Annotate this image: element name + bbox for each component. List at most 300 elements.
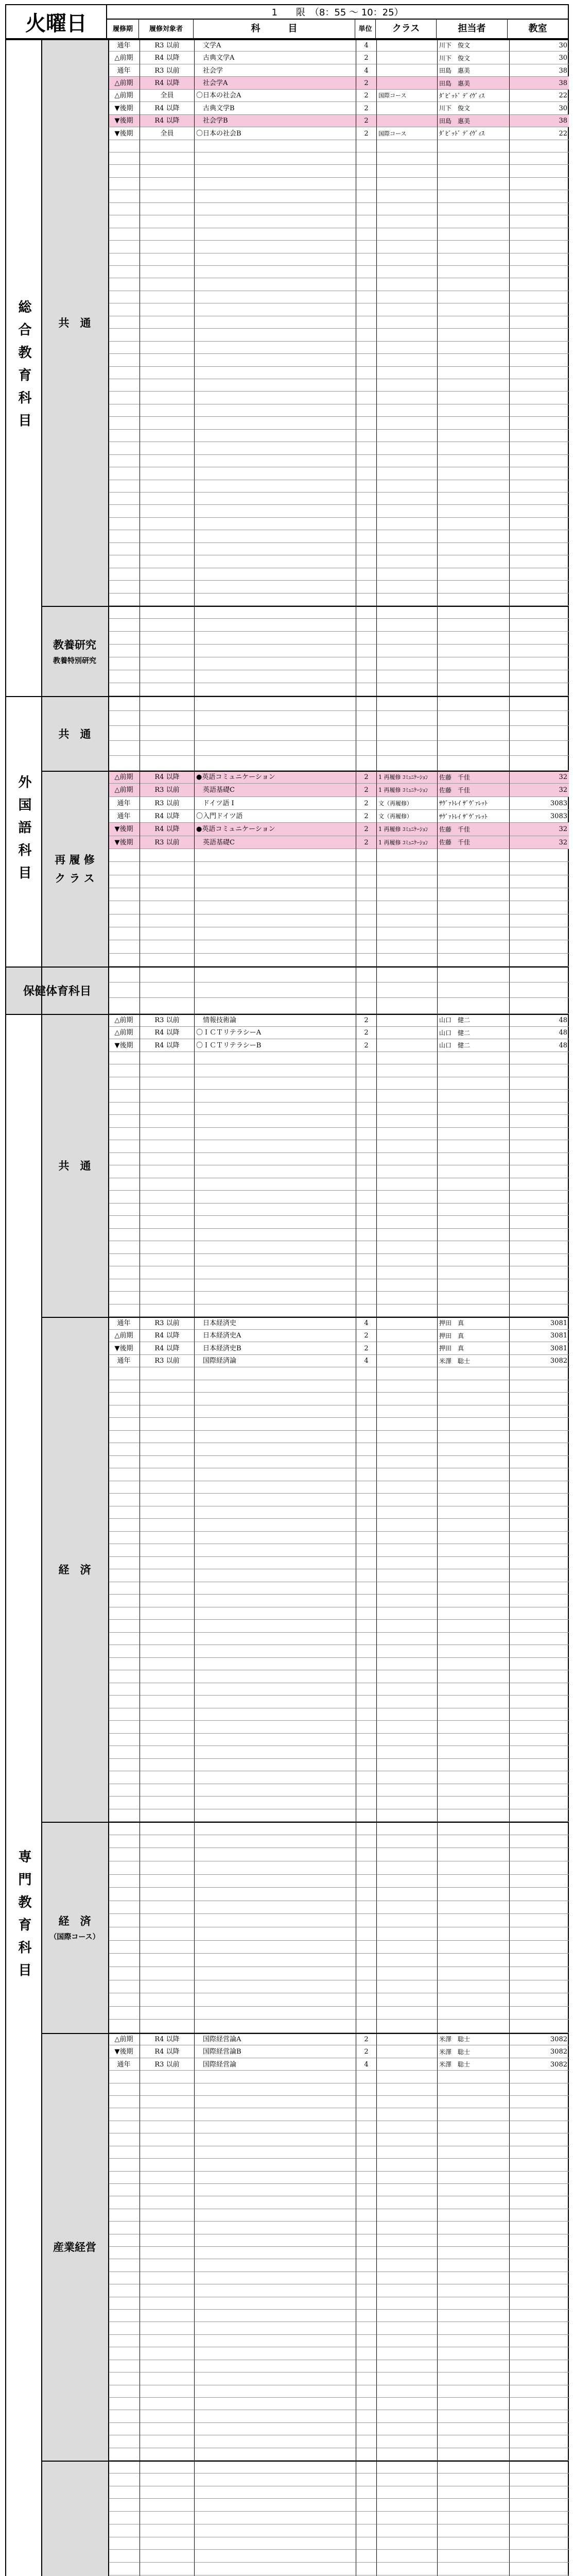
table-row — [108, 2007, 569, 2020]
target-cell — [140, 278, 195, 291]
subject-cell — [195, 417, 356, 429]
target-cell — [140, 2360, 195, 2372]
teacher-cell — [438, 606, 510, 619]
term-cell — [108, 1178, 140, 1191]
subject-cell — [195, 1115, 356, 1128]
credit-cell: 2 — [356, 1027, 377, 1040]
credit-cell — [356, 215, 377, 228]
credit-cell — [356, 1456, 377, 1469]
target-cell — [140, 581, 195, 593]
table-row — [108, 2071, 569, 2083]
term-cell — [108, 888, 140, 901]
credit-cell — [356, 1967, 377, 1980]
room-cell: 30 — [559, 104, 567, 112]
room-cell — [510, 1481, 569, 1494]
credit-cell — [356, 914, 377, 927]
target-cell — [140, 1292, 195, 1304]
room-cell — [510, 888, 569, 901]
class-cell — [377, 683, 438, 696]
teacher-cell — [438, 1980, 510, 1994]
room-cell — [510, 2247, 569, 2259]
term-cell — [108, 2360, 140, 2372]
subject-cell — [195, 1658, 356, 1671]
table-row — [108, 2133, 569, 2146]
target-cell — [140, 1204, 195, 1216]
credit-cell — [356, 670, 377, 683]
term-cell — [108, 1191, 140, 1204]
subject-cell — [195, 2435, 356, 2448]
target-cell — [140, 1279, 195, 1292]
credit-cell — [356, 1848, 377, 1861]
table-row — [108, 2461, 569, 2473]
teacher-cell: 米澤 聡士 — [438, 1355, 510, 1368]
room-cell — [510, 543, 569, 555]
table-row — [108, 1771, 569, 1784]
credit-cell: 2 — [356, 77, 377, 89]
teacher-cell — [438, 862, 510, 875]
class-cell — [377, 2133, 438, 2146]
term-cell — [108, 2499, 140, 2512]
target-cell — [140, 2398, 195, 2410]
subject-cell — [195, 696, 356, 711]
credit-cell — [356, 982, 377, 998]
credit-cell — [356, 2486, 377, 2499]
target-cell — [140, 2121, 195, 2133]
credit-cell — [356, 2372, 377, 2385]
term-cell: 通年 — [108, 810, 140, 823]
subject-cell — [195, 1468, 356, 1481]
table-row — [108, 555, 569, 568]
term-cell — [108, 442, 140, 454]
table-row — [108, 178, 569, 190]
teacher-cell — [438, 632, 510, 645]
credit-cell — [356, 2121, 377, 2133]
table-row — [108, 1254, 569, 1267]
subject-cell — [195, 455, 356, 467]
room-cell — [510, 2486, 569, 2499]
teacher-cell — [438, 404, 510, 417]
teacher-cell — [438, 203, 510, 215]
subcategory-sublabel: （国際コース） — [49, 1933, 100, 1941]
room-cell — [510, 862, 569, 875]
teacher-cell — [438, 165, 510, 177]
target-cell — [140, 998, 195, 1014]
room-cell — [510, 354, 569, 366]
term-cell — [108, 954, 140, 967]
target-cell — [140, 430, 195, 442]
room-cell — [510, 1229, 569, 1242]
teacher-cell — [438, 2222, 510, 2234]
term-cell — [108, 1993, 140, 2007]
category-senmon: 専門教育科目 — [16, 1850, 31, 1986]
teacher-cell — [438, 2398, 510, 2410]
table-row — [108, 836, 569, 849]
class-cell — [377, 1620, 438, 1633]
subject-cell — [195, 1229, 356, 1242]
subject-cell — [195, 1216, 356, 1229]
room-cell — [510, 1708, 569, 1721]
class-cell: 1 再履修 ｺﾐｭﾆｹｰｼｮﾝ — [377, 771, 438, 784]
teacher-cell — [438, 875, 510, 888]
room-cell — [510, 228, 569, 241]
room-cell — [510, 1532, 569, 1545]
target-cell — [140, 455, 195, 467]
class-cell — [377, 77, 438, 89]
class-cell — [377, 404, 438, 417]
subject-cell — [195, 954, 356, 967]
table-row — [108, 2360, 569, 2372]
subject-cell — [195, 291, 356, 303]
table-row — [108, 392, 569, 404]
teacher-cell — [438, 2486, 510, 2499]
class-cell — [377, 632, 438, 645]
subject-cell — [195, 1204, 356, 1216]
target-cell — [140, 1115, 195, 1128]
class-cell — [377, 1178, 438, 1191]
class-cell — [377, 2209, 438, 2222]
class-cell: 国際コース — [377, 90, 438, 102]
room-cell — [510, 1875, 569, 1888]
subject-cell — [195, 1980, 356, 1994]
class-cell — [377, 1848, 438, 1861]
target-cell — [140, 1784, 195, 1797]
term-cell — [108, 1204, 140, 1216]
class-cell — [377, 1456, 438, 1469]
subject-cell — [195, 2096, 356, 2108]
target-cell — [140, 2372, 195, 2385]
class-cell — [377, 581, 438, 593]
subject-cell: 〇日本の社会A — [195, 90, 356, 102]
class-cell — [377, 2398, 438, 2410]
subject-cell — [195, 998, 356, 1014]
target-cell — [140, 2133, 195, 2146]
teacher-cell — [438, 1861, 510, 1875]
credit-cell — [356, 342, 377, 354]
teacher-cell — [438, 568, 510, 581]
teacher-cell — [438, 329, 510, 341]
table-row — [108, 2473, 569, 2486]
subject-cell — [195, 140, 356, 152]
term-cell: △前期 — [108, 1014, 140, 1027]
class-cell — [377, 606, 438, 619]
header-subject: 科 目 — [194, 20, 355, 38]
subcategory-kinyu — [41, 2461, 108, 2576]
day-title: 火曜日 — [5, 4, 107, 39]
term-cell — [108, 455, 140, 467]
class-cell — [377, 2045, 438, 2058]
target-cell — [140, 1266, 195, 1279]
term-cell — [108, 1746, 140, 1759]
table-row — [108, 1734, 569, 1747]
credit-cell — [356, 2461, 377, 2473]
credit-cell — [356, 1670, 377, 1683]
header-teacher: 担当者 — [437, 20, 508, 38]
term-cell — [108, 417, 140, 429]
term-cell — [108, 632, 140, 645]
target-cell — [140, 1254, 195, 1267]
class-cell — [377, 2058, 438, 2071]
subject-cell: 国際経営論A — [195, 2033, 356, 2045]
target-cell — [140, 1153, 195, 1166]
room-cell — [510, 241, 569, 253]
room-cell — [510, 1468, 569, 1481]
teacher-cell — [438, 1569, 510, 1582]
credit-cell — [356, 1266, 377, 1279]
target-cell — [140, 914, 195, 927]
term-cell — [108, 1266, 140, 1279]
table-row — [108, 1888, 569, 1901]
room-cell — [510, 1633, 569, 1646]
subject-cell — [195, 2372, 356, 2385]
target-cell — [140, 1954, 195, 1967]
term-cell: 通年 — [108, 64, 140, 77]
class-cell — [377, 291, 438, 303]
term-cell — [108, 1954, 140, 1967]
subject-cell: 国際経営論B — [195, 2045, 356, 2058]
subcategory-label: 経 済 — [58, 1564, 91, 1576]
room-cell — [510, 2020, 569, 2033]
target-cell: 全員 — [140, 127, 195, 140]
subject-cell — [195, 2347, 356, 2360]
target-cell — [140, 543, 195, 555]
class-cell — [377, 1405, 438, 1418]
teacher-cell: 押田 真 — [438, 1317, 510, 1330]
credit-cell — [356, 1888, 377, 1901]
credit-cell — [356, 2272, 377, 2284]
term-cell — [108, 253, 140, 266]
credit-cell: 2 — [356, 1342, 377, 1355]
credit-cell — [356, 1506, 377, 1519]
target-cell — [140, 165, 195, 177]
term-cell — [108, 1809, 140, 1822]
credit-cell — [356, 998, 377, 1014]
target-cell — [140, 726, 195, 741]
table-row — [108, 1901, 569, 1914]
table-row — [108, 2423, 569, 2435]
teacher-cell: 田島 惠美 — [438, 77, 510, 89]
credit-cell — [356, 1696, 377, 1708]
room-cell — [510, 1494, 569, 1506]
table-row — [108, 2335, 569, 2347]
credit-cell — [356, 594, 377, 606]
table-row — [108, 1980, 569, 1994]
term-cell — [108, 1696, 140, 1708]
class-cell — [377, 2423, 438, 2435]
target-cell — [140, 1140, 195, 1153]
class-cell — [377, 2372, 438, 2385]
table-row — [108, 1809, 569, 1822]
subject-cell — [195, 1746, 356, 1759]
target-cell — [140, 619, 195, 632]
term-cell — [108, 1405, 140, 1418]
target-cell — [140, 2473, 195, 2486]
class-cell — [377, 367, 438, 379]
teacher-cell — [438, 927, 510, 940]
teacher-cell — [438, 1914, 510, 1927]
target-cell — [140, 2196, 195, 2209]
table-row — [108, 1607, 569, 1620]
credit-cell — [356, 1140, 377, 1153]
teacher-cell: 米澤 聡士 — [438, 2058, 510, 2071]
room-cell — [510, 1140, 569, 1153]
target-cell — [140, 1875, 195, 1888]
table-row — [108, 417, 569, 429]
subject-cell — [195, 849, 356, 862]
target-cell — [140, 203, 195, 215]
class-cell — [377, 2146, 438, 2159]
room-cell — [510, 1090, 569, 1103]
target-cell — [140, 1607, 195, 1620]
class-cell — [377, 2007, 438, 2020]
table-row — [108, 1456, 569, 1469]
target-cell: R4 以降 — [140, 1342, 195, 1355]
subject-cell: 日本経済史A — [195, 1330, 356, 1343]
class-cell — [377, 266, 438, 278]
teacher-cell: 田島 惠美 — [438, 115, 510, 127]
credit-cell — [356, 645, 377, 657]
room-cell — [510, 2159, 569, 2171]
table-row — [108, 2347, 569, 2360]
teacher-cell — [438, 954, 510, 967]
credit-cell — [356, 2222, 377, 2234]
table-row — [108, 1204, 569, 1216]
subject-cell — [195, 967, 356, 982]
table-row — [108, 1848, 569, 1861]
subject-cell — [195, 1888, 356, 1901]
target-cell: R4 以降 — [140, 810, 195, 823]
room-cell — [510, 342, 569, 354]
room-cell — [510, 849, 569, 862]
class-cell — [377, 215, 438, 228]
subject-cell — [195, 657, 356, 670]
teacher-cell — [438, 1266, 510, 1279]
credit-cell — [356, 404, 377, 417]
room-cell — [510, 1456, 569, 1469]
room-cell — [510, 1927, 569, 1941]
room-cell — [510, 1993, 569, 2007]
teacher-cell — [438, 1405, 510, 1418]
subject-cell — [195, 711, 356, 726]
table-row — [108, 1115, 569, 1128]
teacher-cell — [438, 1797, 510, 1809]
credit-cell: 2 — [356, 810, 377, 823]
target-cell — [140, 2259, 195, 2272]
term-cell — [108, 543, 140, 555]
subject-cell — [195, 2184, 356, 2196]
subject-cell — [195, 2133, 356, 2146]
target-cell — [140, 741, 195, 756]
target-cell — [140, 2385, 195, 2398]
credit-cell — [356, 619, 377, 632]
teacher-cell — [438, 467, 510, 480]
target-cell — [140, 670, 195, 683]
credit-cell — [356, 2133, 377, 2146]
target-cell — [140, 940, 195, 953]
credit-cell — [356, 1941, 377, 1954]
term-cell — [108, 1901, 140, 1914]
subject-cell — [195, 2272, 356, 2284]
table-row — [108, 1317, 569, 1330]
term-cell — [108, 392, 140, 404]
teacher-cell — [438, 1759, 510, 1772]
target-cell — [140, 1835, 195, 1849]
class-cell — [377, 2071, 438, 2083]
term-cell — [108, 875, 140, 888]
subject-cell — [195, 1519, 356, 1532]
subject-cell — [195, 901, 356, 914]
table-row — [108, 2435, 569, 2448]
target-cell — [140, 2537, 195, 2550]
subject-cell — [195, 1393, 356, 1405]
target-cell — [140, 1670, 195, 1683]
table-row — [108, 115, 569, 127]
room-cell — [510, 1809, 569, 1822]
target-cell: R3 以前 — [140, 1355, 195, 1368]
teacher-cell: 山口 健二 — [438, 1027, 510, 1040]
room-cell — [510, 1645, 569, 1658]
target-cell — [140, 756, 195, 771]
teacher-cell — [438, 1052, 510, 1065]
term-cell — [108, 555, 140, 568]
subject-cell — [195, 1822, 356, 1835]
target-cell — [140, 2071, 195, 2083]
teacher-cell: 米澤 聡士 — [438, 2033, 510, 2045]
class-cell — [377, 2499, 438, 2512]
teacher-cell — [438, 849, 510, 862]
credit-cell — [356, 696, 377, 711]
teacher-cell — [438, 253, 510, 266]
target-cell — [140, 657, 195, 670]
term-cell — [108, 2096, 140, 2108]
target-cell — [140, 152, 195, 165]
term-cell — [108, 581, 140, 593]
table-row — [108, 2550, 569, 2563]
table-row — [108, 39, 569, 52]
term-cell — [108, 849, 140, 862]
room-cell — [510, 1658, 569, 1671]
subject-cell — [195, 2259, 356, 2272]
target-cell — [140, 1927, 195, 1941]
room-cell — [510, 1696, 569, 1708]
credit-cell — [356, 2550, 377, 2563]
subject-cell — [195, 2537, 356, 2550]
term-cell: ▼後期 — [108, 127, 140, 140]
table-row — [108, 2247, 569, 2259]
class-cell — [377, 1115, 438, 1128]
timetable-grid — [5, 39, 569, 2576]
subject-cell — [195, 2335, 356, 2347]
table-row — [108, 862, 569, 875]
table-row — [108, 823, 569, 836]
class-cell: 1 再履修 ｺﾐｭﾆｹｰｼｮﾝ — [377, 836, 438, 849]
table-row — [108, 215, 569, 228]
room-cell — [510, 467, 569, 480]
subject-cell — [195, 342, 356, 354]
term-cell — [108, 1292, 140, 1304]
room-cell: 32 — [559, 773, 567, 782]
term-cell — [108, 1519, 140, 1532]
table-row — [108, 1721, 569, 1734]
subject-cell: 国際経済論 — [195, 1355, 356, 1368]
credit-cell — [356, 2020, 377, 2033]
target-cell — [140, 1443, 195, 1456]
class-cell — [377, 1670, 438, 1683]
credit-cell — [356, 278, 377, 291]
credit-cell — [356, 1544, 377, 1557]
target-cell — [140, 1888, 195, 1901]
term-cell — [108, 2196, 140, 2209]
subject-cell — [195, 1607, 356, 1620]
